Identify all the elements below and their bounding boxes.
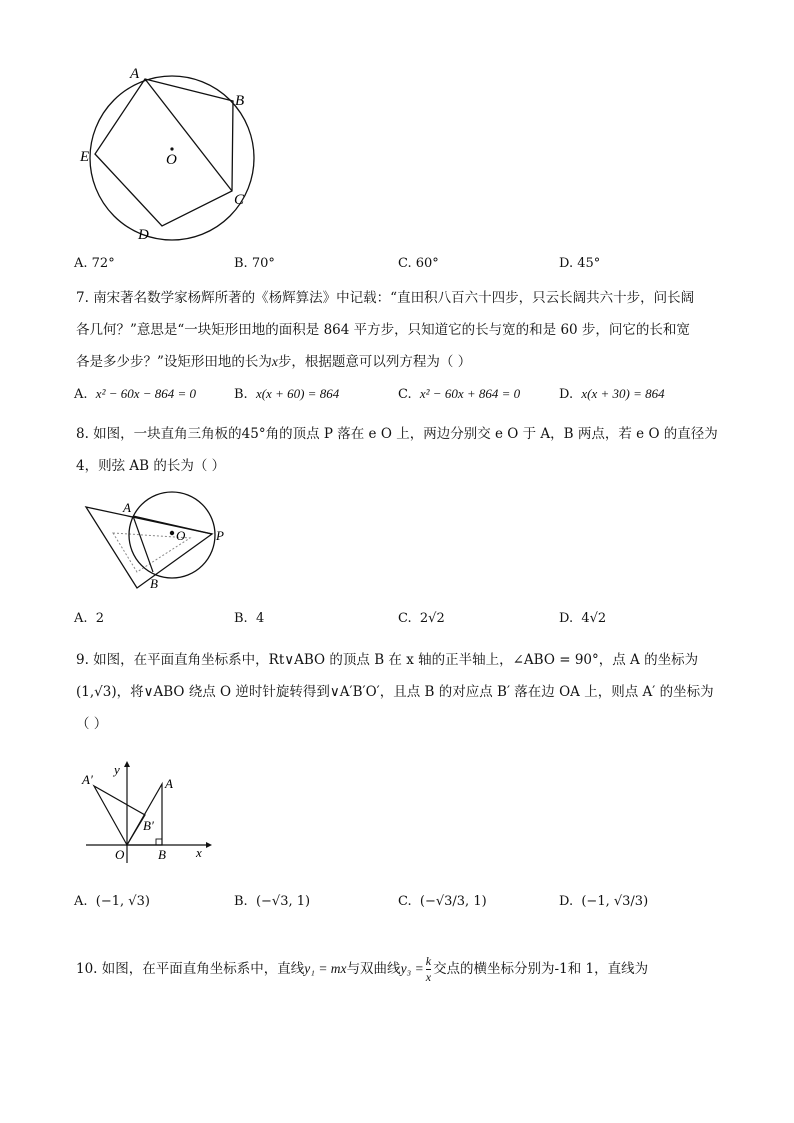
q9-label-b: B xyxy=(158,847,166,862)
q9-line2: (1,√3)，将∨ABO 绕点 O 逆时针旋转得到∨A′B′O′，且点 B 的对应点 B′ 落在边 OA 上，则点 A′ 的坐标为 xyxy=(76,684,714,700)
q8-question xyxy=(76,418,726,482)
q10-hyper-lhs: y₃ = xyxy=(400,961,424,976)
q8-option-c[interactable] xyxy=(398,611,445,626)
q9-option-b-expr: (−√3, 1) xyxy=(255,894,311,909)
q8-option-b-letter: B. xyxy=(234,611,248,626)
q10-question xyxy=(76,954,648,985)
q8-label-p: P xyxy=(216,528,224,543)
q9-label-a-prime: A′ xyxy=(82,772,93,787)
figure-triangle-circle xyxy=(80,490,240,595)
q8-option-d-expr: 4√2 xyxy=(581,611,607,626)
q6-option-b[interactable]: B. 70° xyxy=(234,256,275,271)
label-o: O xyxy=(166,152,177,168)
label-c: C xyxy=(234,192,245,208)
q9-option-d[interactable] xyxy=(559,894,648,909)
q9-option-a-letter: A. xyxy=(74,894,88,909)
q7-option-d-letter: D. xyxy=(559,387,574,402)
label-a: A xyxy=(130,66,140,82)
q9-label-b-prime: B′ xyxy=(143,818,154,833)
q7-option-a[interactable] xyxy=(74,386,196,402)
q8-label-a: A xyxy=(123,500,131,515)
q6-option-c[interactable]: C. 60° xyxy=(398,256,439,271)
q7-option-b-letter: B. xyxy=(234,387,248,402)
q9-line3: （ ） xyxy=(76,716,108,732)
chord-ab xyxy=(133,516,153,572)
q8-option-b[interactable] xyxy=(234,611,264,626)
q10-hyper-den: x xyxy=(425,970,432,984)
triangle-a-prime-b-prime-o xyxy=(94,786,145,845)
q9-label-o: O xyxy=(115,847,125,862)
q10-prefix: 10. 如图，在平面直角坐标系中，直线 xyxy=(76,961,305,977)
q8-option-b-expr: 4 xyxy=(255,611,265,626)
q7-number: 7. xyxy=(76,290,89,306)
q7-var-x: x xyxy=(271,354,278,369)
right-angle-mark xyxy=(156,839,162,845)
figure-coordinate-rotation xyxy=(80,758,220,868)
q10-suffix: 交点的横坐标分别为-1和 1，直线为 xyxy=(433,961,649,977)
q8-option-d[interactable] xyxy=(559,611,606,626)
y-axis-arrow xyxy=(124,761,130,767)
q8-option-d-letter: D. xyxy=(559,611,574,626)
pentagon-abcde xyxy=(95,79,233,226)
q9-option-a[interactable] xyxy=(74,894,150,909)
center-dot xyxy=(170,147,173,150)
q7-text1: 南宋著名数学家杨辉所著的《杨辉算法》中记载：“直田积八百六十四步，只云长阔共六十步，问长阔 xyxy=(93,290,695,306)
q6-option-d[interactable]: D. 45° xyxy=(559,256,601,271)
q7-option-a-letter: A. xyxy=(74,387,88,402)
q10-hyper-num: k xyxy=(425,954,432,968)
figure-circle-pentagon xyxy=(70,56,270,246)
x-axis-arrow xyxy=(206,842,212,848)
q7-line3 xyxy=(76,346,726,378)
label-e: E xyxy=(80,149,90,165)
q7-line1 xyxy=(76,282,726,314)
label-d: D xyxy=(138,227,149,243)
q7-option-a-expr: x² − 60x − 864 = 0 xyxy=(95,386,197,401)
label-b: B xyxy=(235,93,245,109)
q9-label-a: A xyxy=(165,776,173,791)
q9-option-b[interactable] xyxy=(234,894,310,909)
q9-label-y: y xyxy=(114,762,120,777)
q9-option-c-expr: (−√3/3, 1) xyxy=(419,894,487,909)
q7-option-c[interactable] xyxy=(398,386,520,402)
q8-line1: 8. 如图，一块直角三角板的45°角的顶点 P 落在 e O 上，两边分别交 e O 于 A，B 两点，若 e O 的直径为 xyxy=(76,426,718,442)
q8-line2: 4，则弦 AB 的长为（ ） xyxy=(76,458,226,474)
q7-text3: 各是多少步？”设矩形田地的长为 xyxy=(76,354,272,370)
q8-option-a-expr: 2 xyxy=(95,611,105,626)
q8-option-c-letter: C. xyxy=(398,611,412,626)
q10-line-expr: y₁ = mx xyxy=(304,961,347,976)
q8-label-b: B xyxy=(150,576,158,591)
q7-question xyxy=(76,282,726,378)
q7-option-b-expr: x(x + 60) = 864 xyxy=(255,386,340,401)
center-dot-q8 xyxy=(170,531,174,535)
q9-option-d-letter: D. xyxy=(559,894,574,909)
q8-option-a-letter: A. xyxy=(74,611,88,626)
q10-mid: 与双曲线 xyxy=(346,961,401,977)
q9-question xyxy=(76,644,726,740)
q9-line1: 9. 如图，在平面直角坐标系中，Rt∨ABO 的顶点 B 在 x 轴的正半轴上，∠ABO = 90°，点 A 的坐标为 xyxy=(76,652,699,668)
diagonal-ac xyxy=(145,79,232,191)
q9-option-a-expr: (−1, √3) xyxy=(95,894,150,909)
q9-option-c[interactable] xyxy=(398,894,487,909)
q9-option-b-letter: B. xyxy=(234,894,248,909)
q7-line2: 各几何？”意思是“一块矩形田地的面积是 864 平方步，只知道它的长与宽的和是 60 步，问它的长和宽 xyxy=(76,322,690,338)
q7-text3-rest: 步，根据题意可以列方程为（ ） xyxy=(277,354,472,370)
q9-label-x: x xyxy=(196,845,202,860)
q10-fraction xyxy=(426,954,431,985)
q9-option-c-letter: C. xyxy=(398,894,412,909)
q8-option-a[interactable] xyxy=(74,611,104,626)
q7-option-b[interactable] xyxy=(234,386,339,402)
q9-option-d-expr: (−1, √3/3) xyxy=(581,894,649,909)
q7-option-c-expr: x² − 60x + 864 = 0 xyxy=(419,386,521,401)
q7-option-c-letter: C. xyxy=(398,387,412,402)
q8-option-c-expr: 2√2 xyxy=(419,611,445,626)
q7-option-d-expr: x(x + 30) = 864 xyxy=(581,386,665,401)
q8-label-o: O xyxy=(176,528,186,543)
q7-option-d[interactable] xyxy=(559,386,665,402)
q6-option-a[interactable]: A. 72° xyxy=(74,256,115,271)
